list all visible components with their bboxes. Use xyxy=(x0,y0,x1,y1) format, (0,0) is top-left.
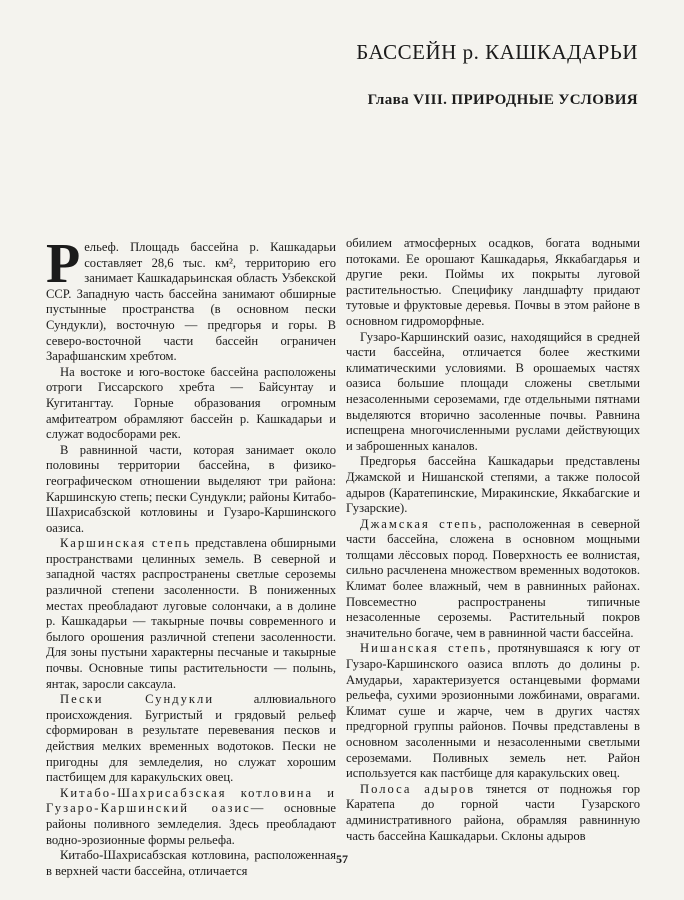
term-adyr-strip: Полоса адыров xyxy=(360,781,476,796)
paragraph-text: тянется от подножья гор Каратепа до горной части Гузарского административного района, обрамляя равнинную часть бассейна Кашкадарьи. Склоны адыров xyxy=(346,781,641,843)
page-number: 57 xyxy=(336,852,348,866)
page-title: БАССЕЙН р. КАШКАДАРЬИ xyxy=(356,40,638,64)
paragraph-kitab-oasis xyxy=(46,786,336,848)
paragraph-nishan-steppe xyxy=(346,641,640,781)
term-kitab-oasis: Китабо-Шахрисабзская котловина и Гузаро-Каршинский оазис xyxy=(46,785,336,816)
paragraph-karshi-steppe xyxy=(46,536,336,692)
paragraph-text: , расположенная в северной части бассейна, сложена в основном мощными толщами лёссовых пород. Поверхность ее волнистая, сильно расчленена множеством временных водотоков. Климат более влажный, чем в равнинных районах. Повсеместно распространены типичные незасоленные сероземы. Растительный покров значительно богаче, чем в равнинной части бассейна. xyxy=(346,516,640,640)
paragraph-text: — основные районы поливного земледелия. Здесь преобладают водно-эрозионные формы рельефа. xyxy=(46,801,336,847)
paragraph-adyr-strip xyxy=(346,782,640,844)
paragraph-text: , протянувшаяся к югу от Гузаро-Каршинского оазиса вплоть до долины р. Амударьи, характеризуется останцевыми формами рельефа, сухими эрозионными ложбинами, оврагами. Климат суше и жарче, чем в других частях предгорной группы районов. Почвы представлены в основном засоленными и незасоленными светлыми сероземами. Поливных земель нет. Район используется как пастбище для каракульских овец. xyxy=(346,641,641,781)
paragraph-kitab-basin: Китабо-Шахрисабзская котловина, расположенная в верхней части бассейна, отличается xyxy=(46,848,336,878)
paragraph-relief xyxy=(46,233,336,365)
paragraph-plain: В равнинной части, которая занимает около половины территории бассейна, в физико-географическом отношении выделяют три района: Каршинскую степь; пески Сундукли; районы Китабо-Шахрисабзской котловины и Гузаро-Каршинского оазиса. xyxy=(46,442,336,535)
term-sundukli-sands: Пески Сундукли xyxy=(60,692,215,707)
drop-cap: Р xyxy=(46,233,81,295)
paragraph-sundukli-sands xyxy=(46,692,336,786)
paragraph-foothills: Предгорья бассейна Кашкадарьи представлены Джамской и Нишанской степями, а также полосой адыров (Каратепинские, Миракинские, Яккабагские и Гузарские). xyxy=(346,454,640,516)
term-jam-steppe: Джамская степь xyxy=(360,516,479,531)
paragraph-text: аллювиального происхождения. Бугристый и грядовый рельеф сформирован в результате перевевания песков и действия мелких временных водотоков. Пески не пригодны для земледелия, но служат хорошим пастбищем для каракульских овец. xyxy=(46,692,336,785)
right-column xyxy=(346,236,640,844)
paragraph-precipitation: обилием атмосферных осадков, богата водными потоками. Ее орошают Кашкадарья, Яккабагдарья и другие реки. Поймы их покрыты луговой растительностью. Специфику ландшафту придают тутовые и фруктовые деревья. Почвы в этом районе в основном гидроморфные. xyxy=(346,236,640,328)
paragraph-text: представлена обширными пространствами целинных земель. В северной и западной частях распространены светлые сероземы различной степени засоленности. В пониженных местах преобладают луговые солончаки, а в долине р. Кашкадарьи — такырные почвы современного и былого орошения различной степени засоленности. Для зоны пустыни характерны песчаные и такырные почвы. Основные типы растительности — полынь, янтак, заросли саксаула. xyxy=(46,536,336,691)
left-column xyxy=(46,233,336,879)
paragraph-guzar-oasis: Гузаро-Каршинский оазис, находящийся в средней части бассейна, отличается более жесткими климатическими условиями. В орошаемых частях оазиса большие площади сложены светлыми незасоленными сероземами, где отдельными пятнами выделяются вторично засоленные почвы. Равнина испещрена многочисленными руслами действующих и заброшенных каналов. xyxy=(346,329,640,453)
paragraph-text: ельеф. Площадь бассейна р. Кашкадарьи составляет 28,6 тыс. км², территорию его занимает Кашкадарьинская область Узбекской ССР. Западную часть бассейна занимают обширные пустынные пространства (в основном пески Сундукли), восточную — предгорья и горы. В северо-восточной части бассейн ограничен Зарафшанским хребтом. xyxy=(46,240,336,364)
term-karshi-steppe: Каршинская степь xyxy=(60,536,192,551)
chapter-title: Глава VIII. ПРИРОДНЫЕ УСЛОВИЯ xyxy=(367,92,638,108)
paragraph-ridges: На востоке и юго-востоке бассейна расположены отроги Гиссарского хребта — Байсунтау и Кугитангтау. Горные образования огромным амфитеатром обрамляют бассейн р. Кашкадарьи и служат водосборами рек. xyxy=(46,364,336,442)
term-nishan-steppe: Нишанская степь xyxy=(360,641,488,656)
paragraph-jam-steppe xyxy=(346,517,640,642)
